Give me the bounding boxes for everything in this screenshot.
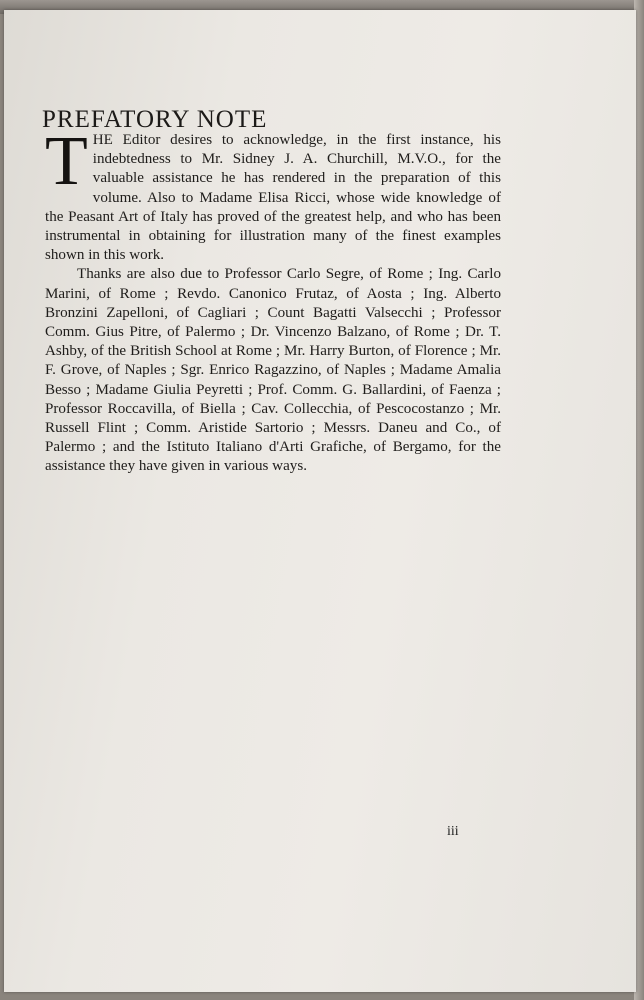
page-title: PREFATORY NOTE (42, 106, 268, 133)
paragraph-acknowledgement (45, 123, 501, 265)
prefatory-text (45, 123, 501, 477)
paragraph-acknowledgement-text: HE Editor desires to acknowledge, in the first instance, his indebtedness to Mr. Sidney J. A. Churchill, M.V.O., for the valuable assistance he has rendered in the preparation of this volume. Also to Madame Elisa Ricci, whose wide knowledge of the Peasant Art of Italy has proved of the greatest help, and who has been instrumental in obtaining for illustration many of the finest examples shown in this work. (45, 132, 501, 264)
drop-cap: T (45, 123, 88, 200)
book-page (4, 10, 636, 992)
page-number: iii (447, 824, 459, 839)
paragraph-thanks: Thanks are also due to Professor Carlo Segre, of Rome ; Ing. Carlo Marini, of Rome ; Revdo. Canonico Frutaz, of Aosta ; Ing. Alberto Bronzini Zapelloni, of Cagliari ; Count Bagatti Valsecchi ; Professor Comm. Gius Pitre, of Palermo ; Dr. Vincenzo Balzano, of Rome ; Dr. T. Ashby, of the British School at Rome ; Mr. Harry Burton, of Florence ; Mr. F. Grove, of Naples ; Sgr. Enrico Ragazzino, of Naples ; Madame Amalia Besso ; Madame Giulia Peyretti ; Prof. Comm. G. Ballardini, of Faenza ; Professor Roccavilla, of Biella ; Cav. Collecchia, of Pescocostanzo ; Mr. Russell Flint ; Comm. Aristide Sartorio ; Messrs. Daneu and Co., of Palermo ; and the Istituto Italiano d'Arti Grafiche, of Bergamo, for the assistance they have given in various ways. (45, 266, 501, 475)
